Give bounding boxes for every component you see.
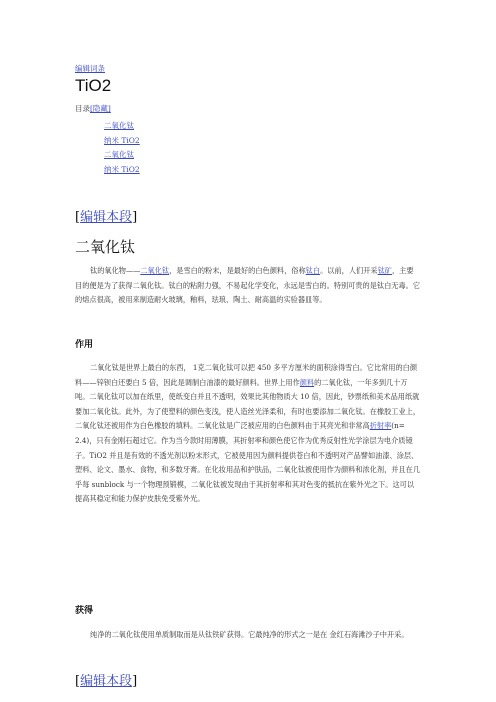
toc-item	[104, 135, 140, 150]
link-refractive-index[interactable]: 折射率	[369, 421, 392, 431]
toc-item-link-1[interactable]: 二氧化钛	[104, 121, 134, 130]
toc-hide-link[interactable]: [隐藏]	[90, 104, 111, 113]
toc-item	[104, 149, 140, 164]
usage-text-3: (n= 2.4)，只有金刚石超过它。作为当今款时用薄膜，其折射率和颜色使它作为优秀反射性光学涂层为电介质镜子。TiO2 并且是有效的不透光剂以粉末形式，它被使用因为颜料提供苍白和不透明对产品譬如油漆、涂层、塑料、论文、墨水、食物，和多数牙膏。在化妆用品和护肤品，二氧化钛被使用作为颜料和浓化剂，并且在几乎每 sunblock 与一个物理预锻模，二氧化钛被发现由于其折射率和其对色变的抵抗在紫外光之下。这可以提高其稳定和能力保护皮肤免受紫外光。	[75, 421, 421, 504]
page-title: TiO2	[75, 76, 112, 95]
obtain-text-1: 纯净的二氧化钛使用单质制取而是从钛铁矿获得。它最纯净的形式之一是在 金红石海滩沙子中开采。	[90, 630, 409, 639]
obtain-heading: 获得	[75, 606, 94, 616]
usage-paragraph	[75, 361, 420, 507]
bracket-open: [	[75, 674, 81, 689]
bracket-close: ]	[132, 210, 138, 225]
edit-entry-link[interactable]: 编辑词条	[75, 64, 105, 73]
link-titanium-ore[interactable]: 钛矿	[377, 266, 392, 275]
section-title: 二氧化钛	[75, 238, 136, 256]
intro-text-2: ，是雪白的粉末，是最好的白色颜料，俗称	[169, 266, 306, 275]
toc-item-link-4[interactable]: 纳米 TiO2	[104, 165, 140, 175]
link-titanium-dioxide[interactable]: 二氧化钛	[140, 266, 170, 275]
edit-section-link-1[interactable]: 编辑本段	[80, 210, 133, 225]
toc-item-link-2[interactable]: 纳米 TiO2	[104, 135, 140, 145]
obtain-paragraph	[75, 628, 420, 643]
intro-text-4: ，主要目的便是为了获得二氧化钛。钛白的粘附力强，不易起化学变化，永远是雪白的。特别可贵的是钛白无毒。它的熔点很高，被用来制造耐火玻璃，釉料，珐琅、陶土、耐高温的实验器皿等。	[75, 266, 421, 305]
toc-item	[104, 120, 140, 135]
usage-heading: 作用	[75, 340, 94, 350]
toc-list	[104, 120, 140, 179]
edit-section-link-2[interactable]: 编辑本段	[80, 674, 133, 689]
usage-text-2: 的二氧化钛，一年多到几十万吨。二氧化钛可以加在纸里，使纸变白并且不透明，效果比其他物质大 10 倍，因此，钞票纸和美术品用纸就要加二氧化钛。此外，为了使塑料的颜色变浅，使人造丝光泽柔和，有时也要添加二氧化钛。在橡胶工业上，二氧化钛还被用作为白色橡胶的填料。二氧化钛是广泛被应用的白色颜料由于其亮光和非常高	[75, 377, 421, 431]
bracket-open: [	[75, 210, 81, 225]
intro-paragraph	[75, 264, 420, 308]
toc-item	[104, 164, 140, 179]
toc-header	[75, 103, 111, 114]
link-pigment[interactable]: 颜料	[299, 377, 315, 387]
intro-text-1: 钛的氧化物——	[90, 266, 141, 275]
edit-section-2	[75, 670, 137, 689]
intro-text-3: 。以前，人们开采	[320, 266, 378, 275]
usage-text-1: 二氧化钛是世界上最白的东西， 1克二氧化钛可以把 450 多平方厘米的面积涂得雪白。它比常用的白颜料——锌钡白还要白 5 倍，因此是调制白油漆的最好颜料。世界上用作	[75, 363, 418, 387]
link-titanium-white[interactable]: 钛白	[305, 266, 321, 275]
edit-section-1	[75, 206, 137, 225]
toc-label: 目录	[75, 104, 90, 113]
toc-item-link-3[interactable]: 二氧化钛	[104, 150, 134, 160]
bracket-close: ]	[132, 674, 138, 689]
